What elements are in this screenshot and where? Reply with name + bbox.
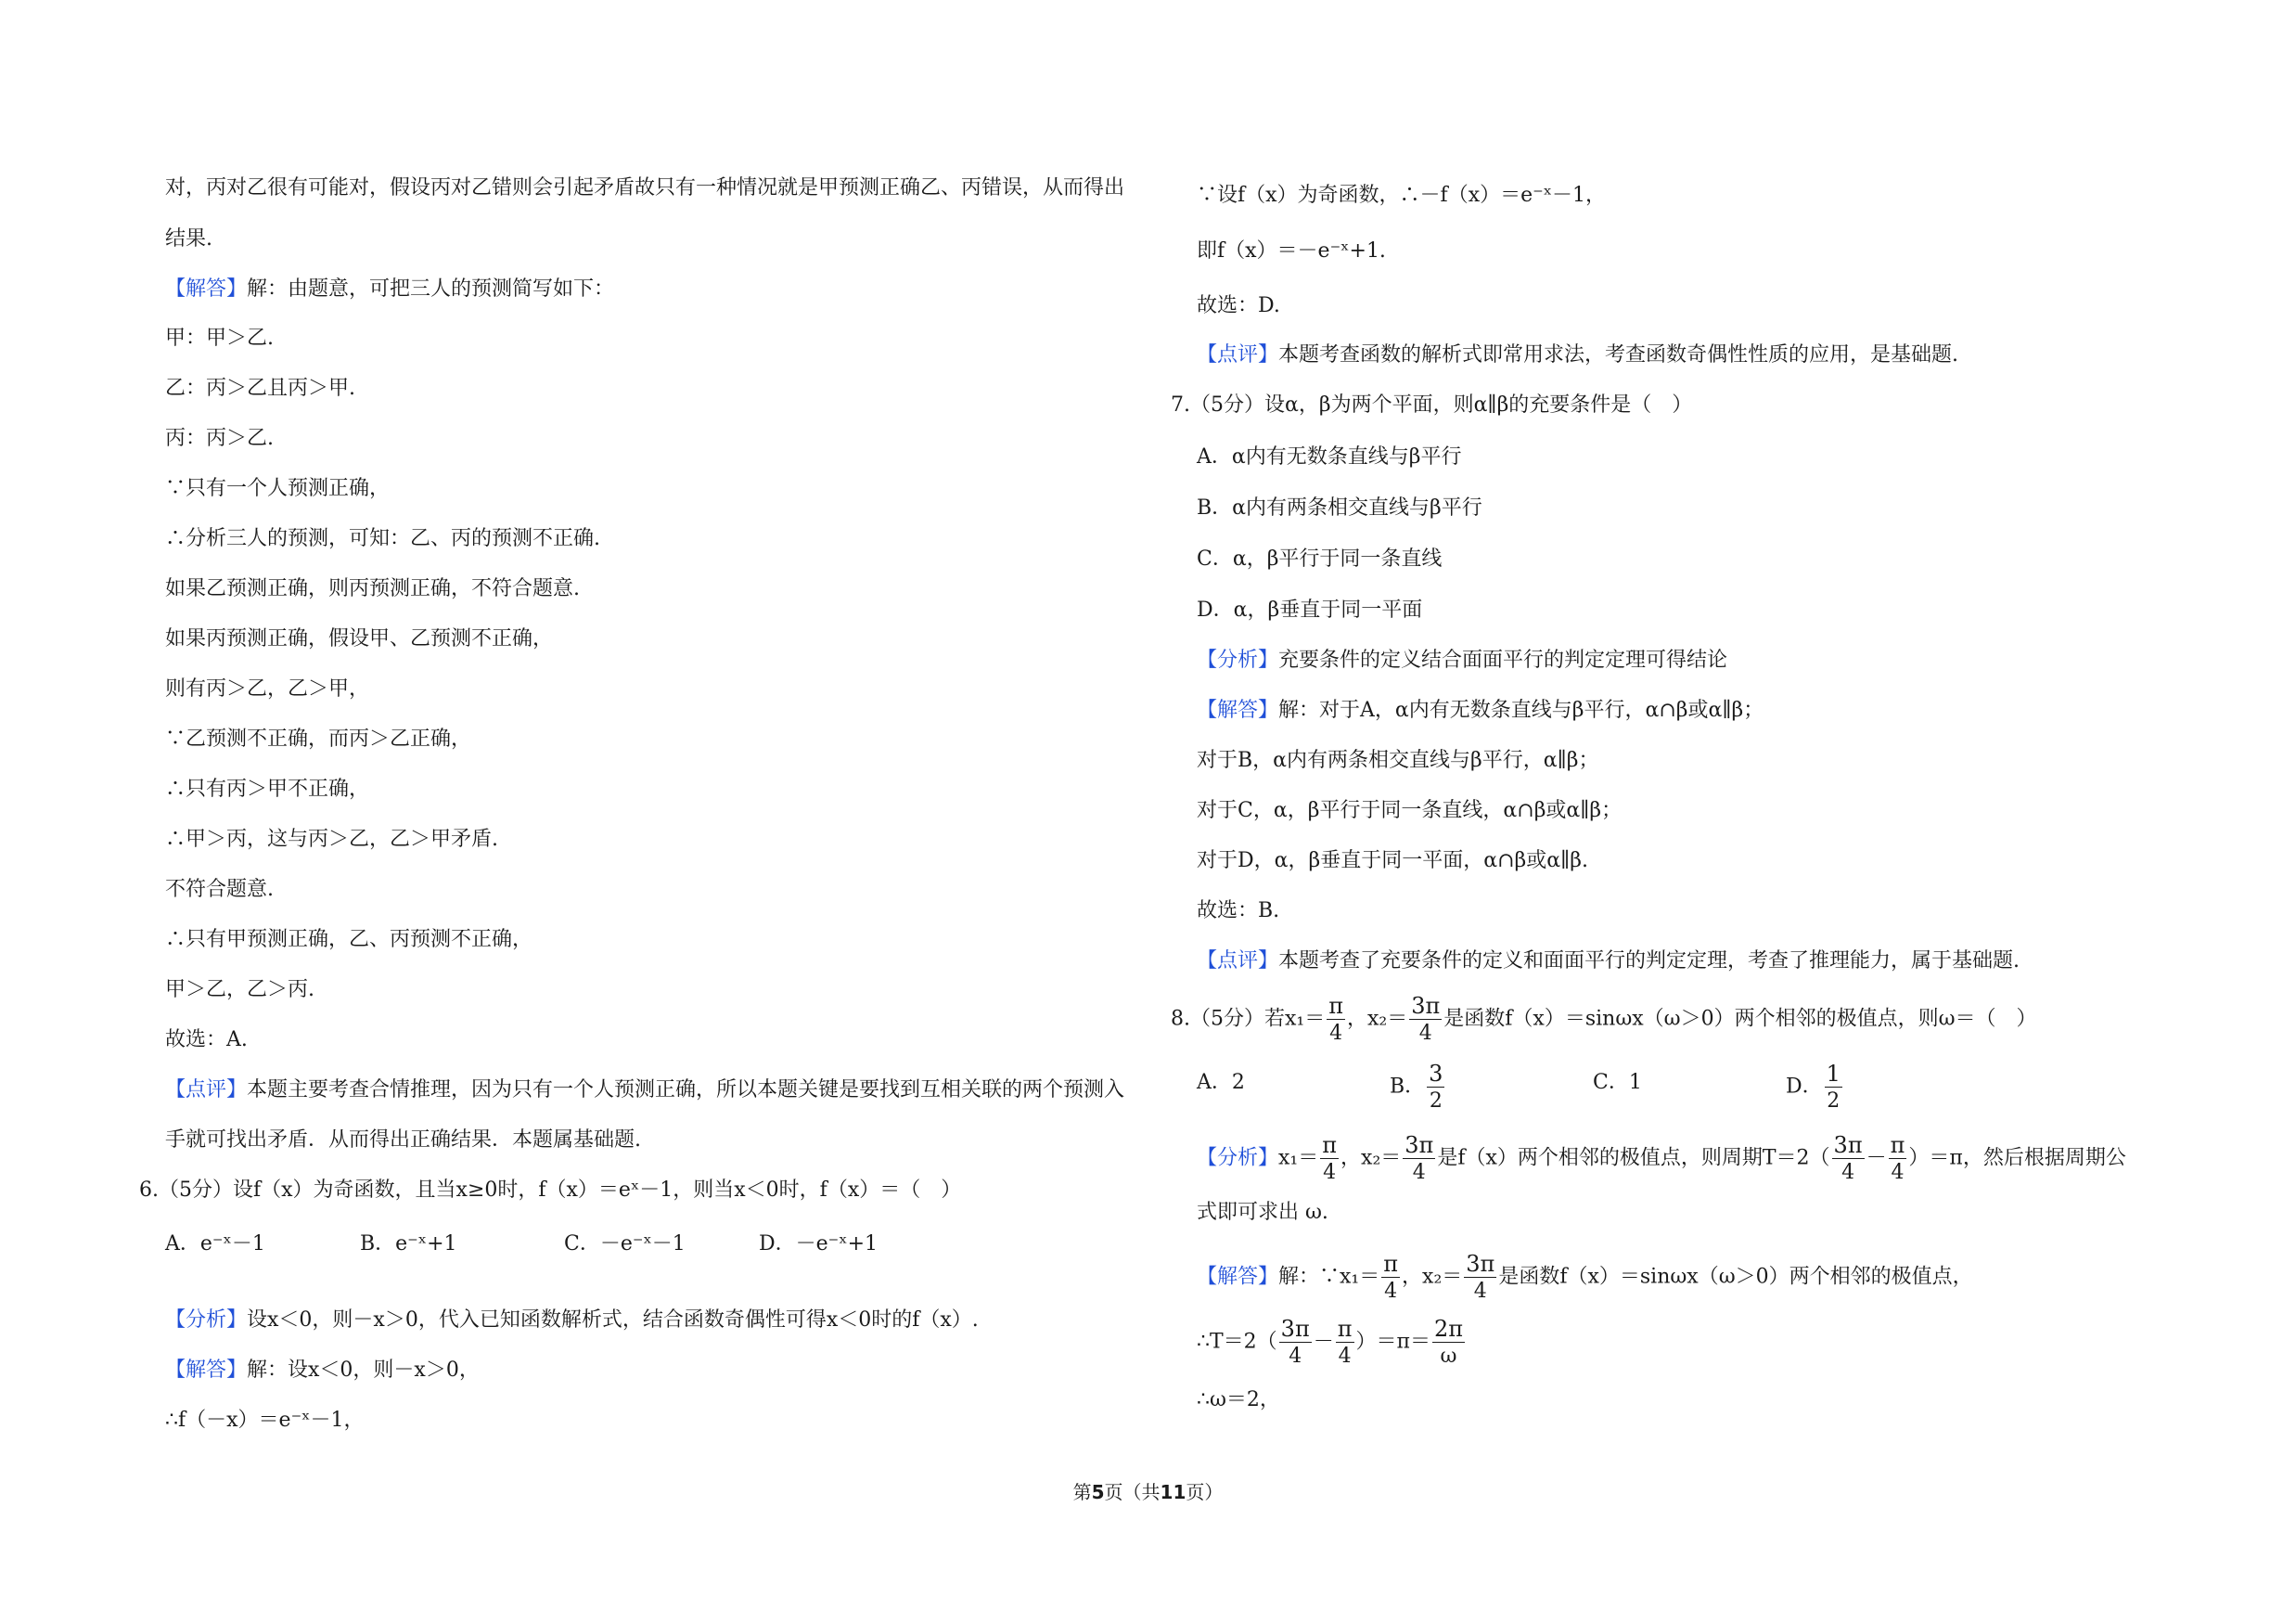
line-text: C．α，β平行于同一条直线 [1197, 547, 1443, 571]
text-line [1197, 546, 1442, 573]
text-line [165, 375, 355, 403]
text-line [1197, 444, 1461, 471]
line-text: 对，丙对乙很有可能对，假设丙对乙错则会引起矛盾故只有一种情况就是甲预测正确乙、丙错误，从而得出 [165, 176, 1125, 200]
text-line [165, 276, 614, 303]
q6-option: C．－e⁻ˣ－1 [564, 1232, 686, 1256]
section-tag: 【点评】 [1197, 949, 1279, 973]
text-line [165, 1357, 480, 1385]
line-text: ∴f（－x）＝e⁻ˣ－1， [165, 1409, 365, 1432]
answer-tag: 【解答】 [1197, 1265, 1279, 1289]
line-text: 解：由题意，可把三人的预测简写如下： [247, 277, 615, 301]
line-text: ∵乙预测不正确，而丙＞乙正确， [165, 728, 472, 751]
q8-lead: 8.（5分）若x₁＝ [1171, 1007, 1326, 1031]
q8-x2: ，x₂＝ [1347, 1007, 1408, 1031]
fraction-3pi-over-4: $\frac{3\pi}{4}$ [1466, 1251, 1495, 1303]
line-text: 本题考查了充要条件的定义和面面平行的判定定理，考查了推理能力，属于基础题. [1278, 949, 2020, 973]
fraction-3pi-over-4: $\frac{3\pi}{4}$ [1405, 1132, 1434, 1184]
line-text: 如果乙预测正确，则丙预测正确，不符合题意. [165, 577, 580, 600]
fraction-3pi-over-4: $\frac{3\pi}{4}$ [1411, 993, 1441, 1045]
text-line [165, 876, 274, 904]
text-line [1197, 495, 1482, 522]
line-text: 如果丙预测正确，假设甲、乙预测不正确， [165, 627, 554, 650]
q8-period: ∴T＝2（ $\frac{3\pi}{4}$ － $\frac{\pi}{4}$ ）＝π＝ $\frac{2\pi}{\omega}$ [1197, 1316, 1464, 1368]
line-text: 解：设x＜0，则－x＞0， [247, 1359, 480, 1382]
line-text: ∴甲＞丙，这与丙＞乙，乙＞甲矛盾. [165, 828, 498, 851]
section-tag: 【点评】 [1197, 343, 1279, 367]
line-text: 甲：甲＞乙. [165, 327, 274, 350]
line-text: 甲＞乙，乙＞丙. [165, 978, 314, 1001]
line-text: ∴只有丙＞甲不正确， [165, 778, 370, 801]
text-line [165, 1076, 1124, 1104]
line-text: D．α，β垂直于同一平面 [1197, 599, 1423, 622]
q8-option-b: B． $\frac{3}{2}$ [1390, 1061, 1443, 1113]
line-text: 设x＜0，则－x＞0，代入已知函数解析式，结合函数奇偶性可得x＜0时的f（x）. [247, 1308, 979, 1332]
text-line [165, 225, 212, 253]
line-text: A．α内有无数条直线与β平行 [1197, 445, 1462, 469]
line-text: 手就可找出矛盾．从而得出正确结果．本题属基础题. [165, 1128, 641, 1152]
text-line [1197, 597, 1422, 625]
line-text: 本题主要考查合情推理，因为只有一个人预测正确，所以本题关键是要找到互相关联的两个预测入 [247, 1078, 1125, 1101]
line-text: 故选：B. [1197, 899, 1280, 922]
text-line [165, 1407, 365, 1435]
text-line [165, 1026, 248, 1054]
text-line [1197, 697, 1764, 725]
line-text: 对于B，α内有两条相交直线与β平行，α∥β； [1197, 749, 1599, 772]
text-line [1197, 1386, 1280, 1414]
line-text: 本题考查函数的解析式即常用求法，考查函数奇偶性性质的应用，是基础题. [1278, 343, 1959, 367]
line-text: ∴分析三人的预测，可知：乙、丙的预测不正确. [165, 527, 600, 550]
page-total: 11 [1160, 1481, 1186, 1503]
q6-option: D．－e⁻ˣ+1 [759, 1232, 879, 1256]
page-number: 5 [1091, 1481, 1105, 1503]
text-line [165, 174, 1124, 202]
text-line [165, 1307, 979, 1334]
text-line [165, 325, 274, 353]
line-text: 对于D，α，β垂直于同一平面，α∩β或α∥β. [1197, 849, 1588, 872]
text-line [165, 676, 369, 703]
text-line [1197, 747, 1598, 775]
text-line [165, 575, 580, 603]
q8-answer: 【解答】解：∵x₁＝ $\frac{\pi}{4}$ ，x₂＝ $\frac{3\pi}{4}$ 是函数f（x）＝sinωx（ω＞0）两个相邻的极值点， [1197, 1251, 1973, 1303]
fraction-pi-over-4: $\frac{\pi}{4}$ [1383, 1251, 1399, 1303]
q8-tail: 是函数f（x）＝sinωx（ω＞0）两个相邻的极值点，则ω＝（ ） [1443, 1007, 2037, 1031]
text-line [1197, 947, 2020, 975]
line-text: 则有丙＞乙，乙＞甲， [165, 677, 370, 701]
text-line [1197, 797, 1622, 825]
fraction-3pi-over-4: $\frac{3\pi}{4}$ [1833, 1132, 1863, 1184]
fraction-3pi-over-4: $\frac{3\pi}{4}$ [1280, 1316, 1310, 1368]
line-text: 充要条件的定义结合面面平行的判定定理可得结论 [1278, 649, 1728, 672]
text-line [165, 475, 390, 503]
text-line [1197, 238, 1386, 265]
line-text: ∵只有一个人预测正确， [165, 477, 391, 500]
text-line [165, 826, 498, 854]
line-text: 即f（x）＝－e⁻ˣ+1. [1197, 239, 1386, 263]
line-text: 式即可求出 ω. [1197, 1201, 1328, 1224]
q8-option-d: D． $\frac{1}{2}$ [1786, 1061, 1841, 1113]
fraction-3-over-2: $\frac{3}{2}$ [1429, 1061, 1443, 1113]
text-line [165, 1127, 641, 1154]
line-text: ∴ω＝2， [1197, 1388, 1280, 1411]
line-text: ∴只有甲预测正确，乙、丙预测不正确， [165, 928, 533, 951]
fraction-pi-over-4: $\frac{\pi}{4}$ [1337, 1316, 1353, 1368]
line-text: ∵设f（x）为奇函数，∴－f（x）＝e⁻ˣ－1， [1197, 184, 1607, 207]
q8-option-a: A．2 [1197, 1071, 1245, 1094]
section-tag: 【解答】 [165, 277, 248, 301]
text-line [1197, 897, 1279, 925]
text-line [165, 926, 532, 954]
line-text: 丙：丙＞乙. [165, 427, 274, 450]
text-line [1171, 392, 1692, 419]
line-text: 乙：丙＞乙且丙＞甲. [165, 377, 355, 400]
line-text: 故选：D. [1197, 294, 1280, 317]
text-line [1197, 182, 1606, 210]
text-line [1197, 1199, 1328, 1227]
text-line [165, 976, 314, 1004]
fraction-pi-over-4: $\frac{\pi}{4}$ [1322, 1132, 1338, 1184]
text-line [139, 1177, 961, 1204]
text-line [1197, 292, 1280, 320]
line-text: 故选：A. [165, 1028, 248, 1051]
fraction-2pi-over-omega: $\frac{2\pi}{\omega}$ [1433, 1316, 1464, 1368]
fraction-pi-over-4: $\frac{\pi}{4}$ [1328, 993, 1343, 1045]
q6-option: B．e⁻ˣ+1 [360, 1232, 457, 1256]
line-text: B．α内有两条相交直线与β平行 [1197, 496, 1482, 520]
section-tag: 【点评】 [165, 1078, 248, 1101]
line-text: 不符合题意. [165, 878, 274, 901]
line-text: 6.（5分）设f（x）为奇函数，且当x≥0时，f（x）＝eˣ－1，则当x＜0时，f（x）＝（ ） [139, 1179, 962, 1202]
section-tag: 【分析】 [165, 1308, 248, 1332]
q8-stem [1171, 995, 2037, 1044]
section-tag: 【解答】 [165, 1359, 248, 1382]
q6-option: A．e⁻ˣ－1 [165, 1232, 265, 1256]
text-line [1197, 647, 1727, 675]
line-text: 对于C，α，β平行于同一条直线，α∩β或α∥β； [1197, 799, 1623, 822]
text-line [165, 776, 369, 804]
page-footer: 第5页（共11页） [1072, 1481, 1224, 1503]
text-line [165, 425, 274, 453]
fraction-pi-over-4: $\frac{\pi}{4}$ [1890, 1132, 1905, 1184]
q8-analysis: 【分析】x₁＝ $\frac{\pi}{4}$ ，x₂＝ $\frac{3\pi}{4}$ 是f（x）两个相邻的极值点，则周期T＝2（ $\frac{3\pi}{4}$ － $\frac{\pi}{4}$ ）＝π，然后根据周期公 [1197, 1132, 2126, 1184]
q8-option-c: C．1 [1593, 1071, 1642, 1094]
line-text: 结果. [165, 227, 212, 251]
text-line [165, 525, 600, 553]
section-tag: 【解答】 [1197, 699, 1279, 722]
section-tag: 【分析】 [1197, 649, 1279, 672]
line-text: 解：对于A，α内有无数条直线与β平行，α∩β或α∥β； [1278, 699, 1764, 722]
text-line [165, 625, 553, 653]
text-line [165, 726, 471, 754]
text-line [1197, 341, 1958, 369]
fraction-1-over-2: $\frac{1}{2}$ [1826, 1061, 1841, 1113]
text-line [1197, 847, 1588, 875]
line-text: 7.（5分）设α，β为两个平面，则α∥β的充要条件是（ ） [1171, 393, 1693, 417]
analysis-tag: 【分析】 [1197, 1146, 1279, 1170]
